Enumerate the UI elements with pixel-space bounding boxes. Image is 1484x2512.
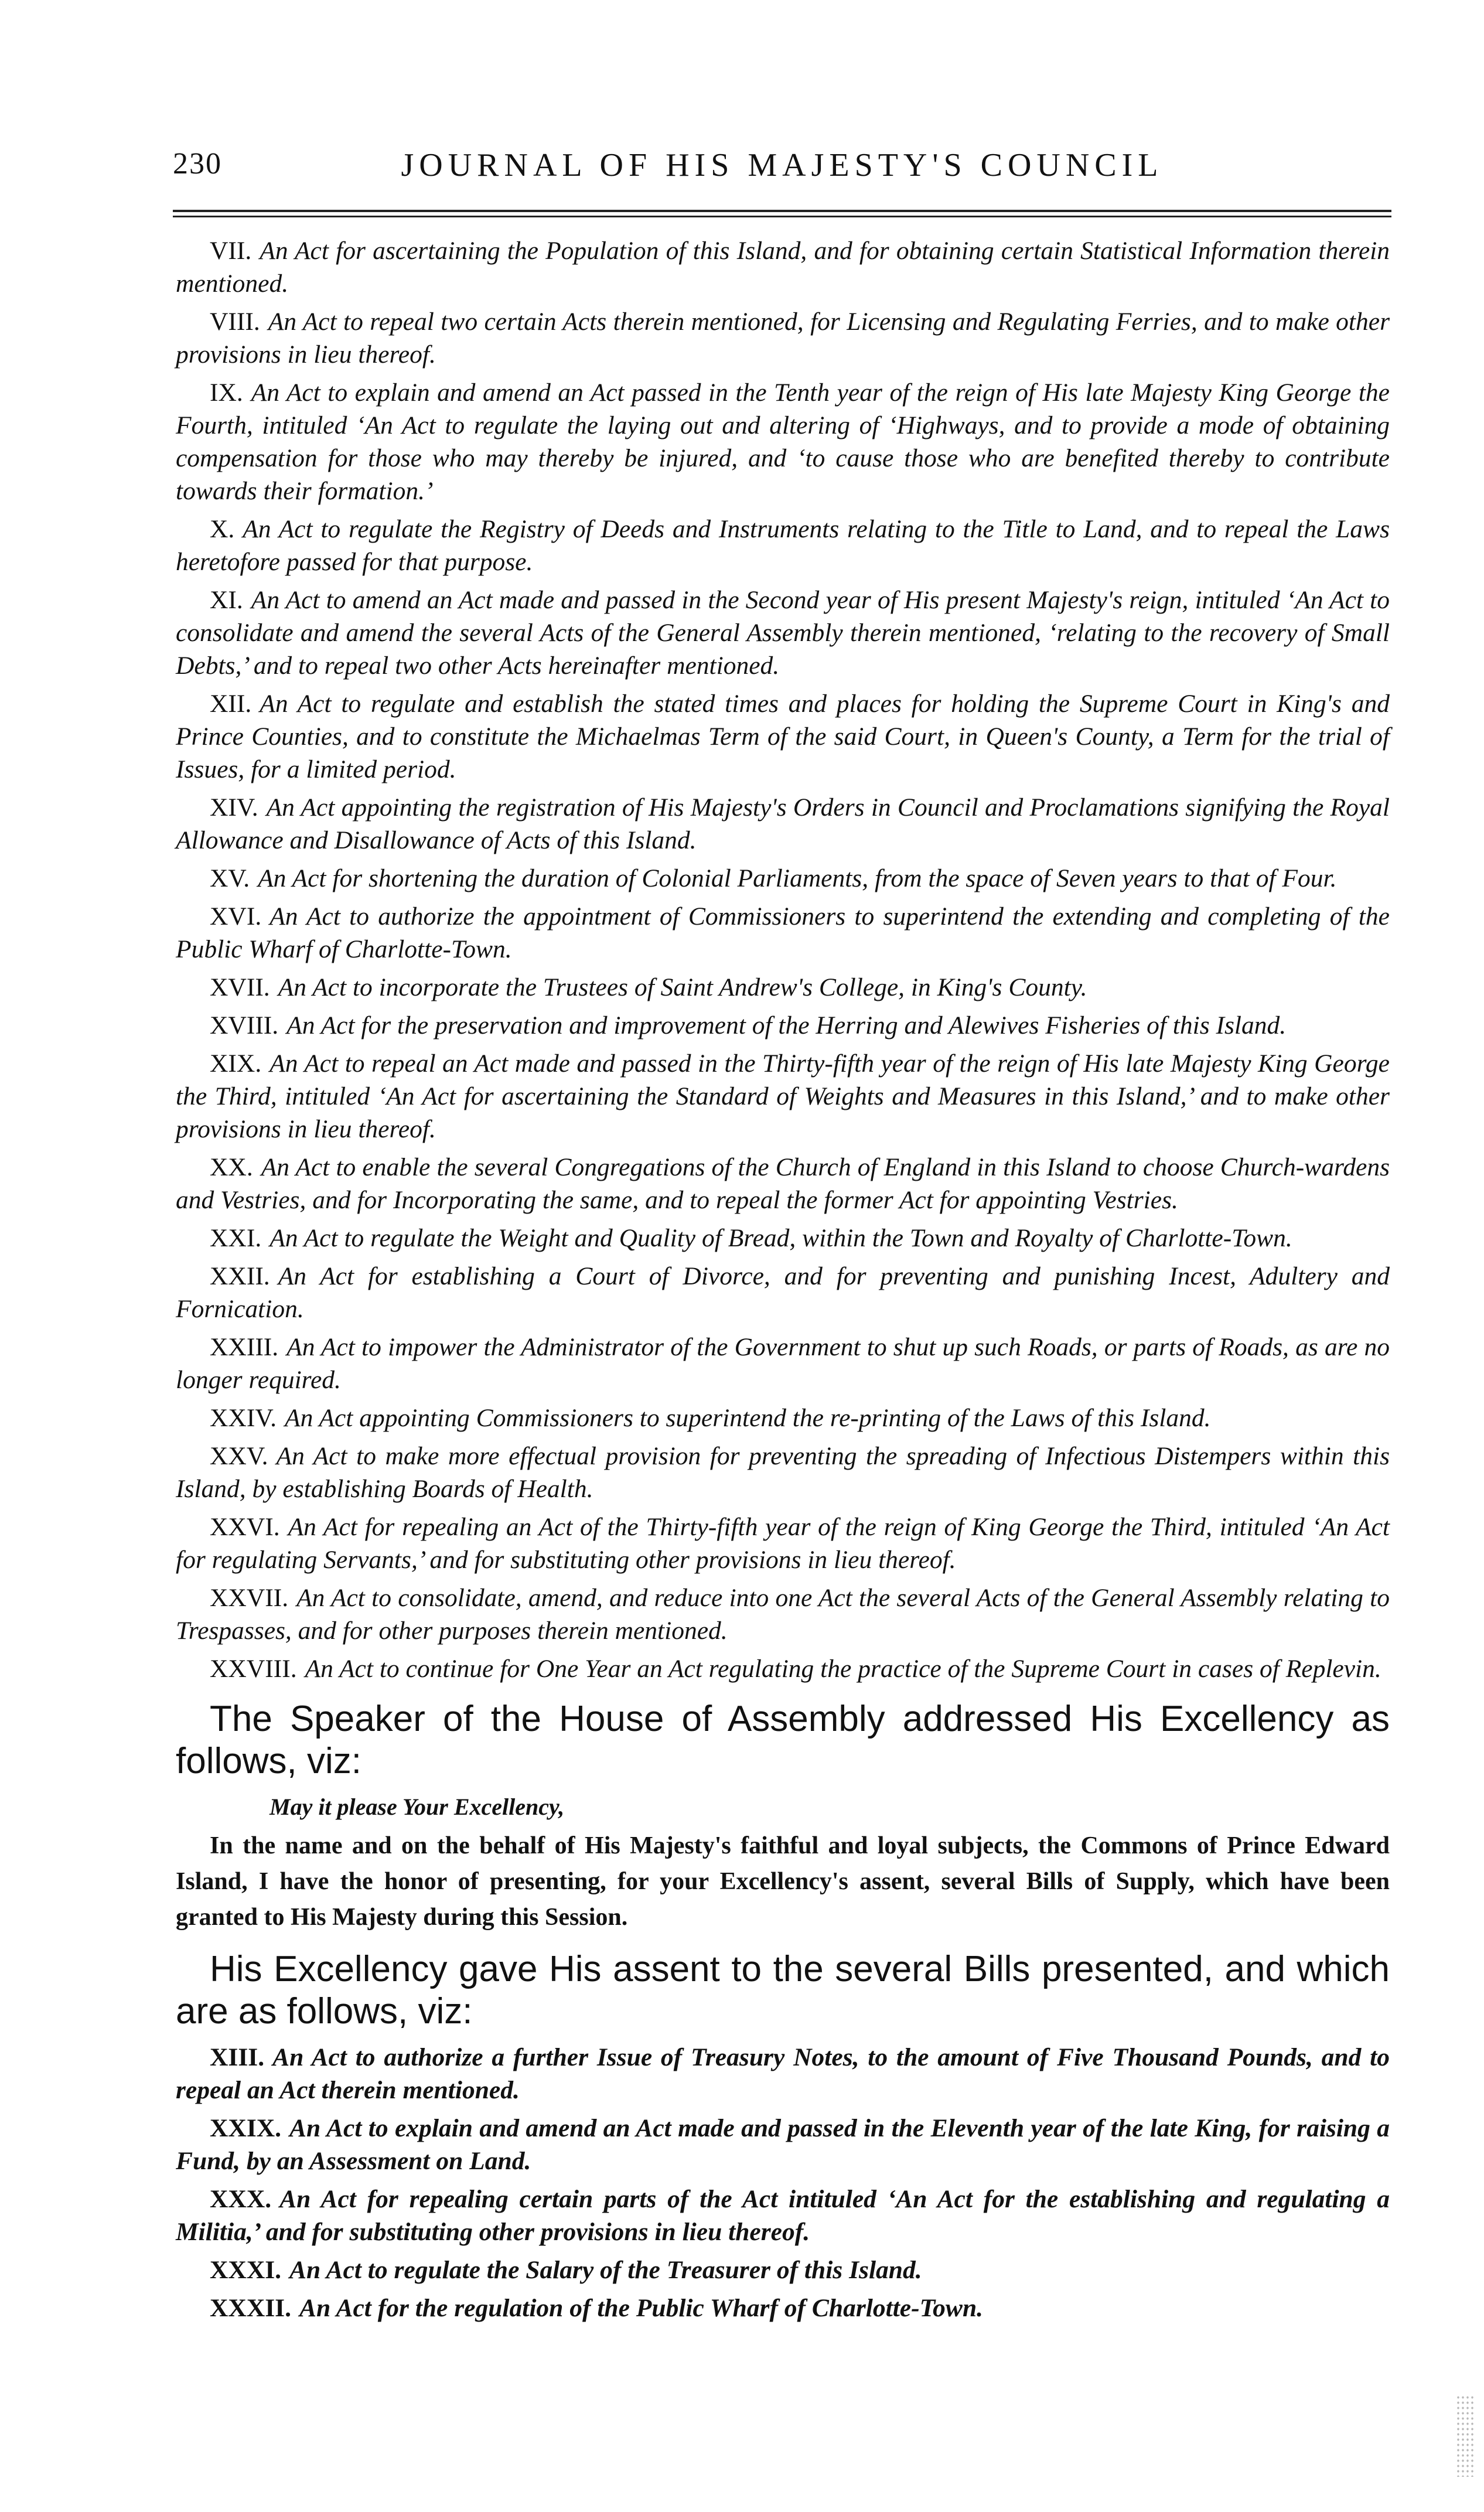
- speaker-address-intro: The Speaker of the House of Assembly addressed His Excellency as follows, viz:: [176, 1699, 1390, 1781]
- acts-list: [176, 234, 1390, 1685]
- act-title: An Act to regulate the Salary of the Treasurer of this Island.: [289, 2256, 922, 2284]
- act-numeral: XXVI.: [210, 1513, 280, 1541]
- act-entry: [176, 513, 1390, 578]
- act-entry: [176, 1222, 1390, 1255]
- act-entry: [176, 1440, 1390, 1505]
- act-entry: [176, 1581, 1390, 1647]
- act-title: An Act to regulate the Weight and Quality of Bread, within the Town and Royalty of Charlotte-Town.: [269, 1224, 1292, 1252]
- page-header: [173, 146, 1391, 193]
- act-title: An Act to explain and amend an Act made and passed in the Eleventh year of the late King, for raising a Fund, by an Assessment on Land.: [176, 2114, 1390, 2175]
- act-title: An Act to authorize a further Issue of Treasury Notes, to the amount of Five Thousand Pounds, and to repeal an Act therein mentioned.: [176, 2043, 1390, 2104]
- act-title: An Act to repeal two certain Acts therein mentioned, for Licensing and Regulating Ferries, and to make other provisions in lieu thereof.: [176, 308, 1390, 369]
- act-entry: [176, 1331, 1390, 1396]
- act-title: An Act appointing the registration of His Majesty's Orders in Council and Proclamations signifying the Royal Allowance and Disallowance of Acts of this Island.: [176, 793, 1390, 854]
- act-numeral: X.: [210, 515, 235, 543]
- act-numeral: XXXII.: [210, 2294, 291, 2322]
- act-entry: [176, 305, 1390, 371]
- act-numeral: XI.: [210, 586, 243, 614]
- act-numeral: XXVIII.: [210, 1655, 297, 1683]
- act-entry: [176, 376, 1390, 507]
- act-entry: [176, 1260, 1390, 1325]
- act-numeral: XXII.: [210, 1262, 270, 1290]
- header-rule-thin: [173, 216, 1391, 217]
- act-title: An Act to regulate and establish the stated times and places for holding the Supreme Court in King's and Prince Counties, and to constitute the Michaelmas Term of the said Court, in Queen's County, a Term for the trial of Issues, for a limited period.: [176, 690, 1390, 783]
- act-numeral: XXX.: [210, 2185, 272, 2213]
- act-numeral: VIII.: [210, 308, 260, 336]
- supply-act-entry: [176, 2183, 1390, 2248]
- act-title: An Act for ascertaining the Population of this Island, and for obtaining certain Statistical Information therein mentioned.: [176, 237, 1390, 298]
- act-numeral: XXVII.: [210, 1584, 289, 1612]
- act-numeral: VII.: [210, 237, 252, 265]
- act-entry: [176, 1511, 1390, 1576]
- act-numeral: XXI.: [210, 1224, 262, 1252]
- act-entry: [176, 1151, 1390, 1216]
- act-entry: [176, 1652, 1390, 1685]
- act-title: An Act to regulate the Registry of Deeds and Instruments relating to the Title to Land, and to repeal the Laws heretofore passed for that purpose.: [176, 515, 1390, 576]
- act-numeral: XXIX.: [210, 2114, 282, 2142]
- act-entry: [176, 687, 1390, 786]
- act-title: An Act to incorporate the Trustees of Saint Andrew's College, in King's County.: [278, 973, 1087, 1001]
- act-numeral: XXXI.: [210, 2256, 282, 2284]
- act-title: An Act for shortening the duration of Colonial Parliaments, from the space of Seven years to that of Four.: [258, 864, 1337, 892]
- act-numeral: XXIII.: [210, 1333, 279, 1361]
- act-numeral: XX.: [210, 1153, 253, 1181]
- act-title: An Act appointing Commissioners to superintend the re-printing of the Laws of this Island.: [285, 1404, 1211, 1432]
- act-title: An Act for establishing a Court of Divorce, and for preventing and punishing Incest, Adultery and Fornication.: [176, 1262, 1390, 1323]
- act-title: An Act to explain and amend an Act passed in the Tenth year of the reign of His late Majesty King George the Fourth, intituled ‘An Act to regulate the laying out and altering of ‘Highways, and to provide a mode of obtaining compensation for those who may thereby be injured, and ‘to cause those who are benefited thereby to contribute towards their formation.’: [176, 379, 1390, 505]
- act-title: An Act for repealing an Act of the Thirty-fifth year of the reign of King George the Third, intituled ‘An Act for regulating Servants,’ and for substituting other provisions in lieu thereof.: [176, 1513, 1390, 1574]
- act-numeral: XXV.: [210, 1442, 268, 1470]
- address-body: In the name and on the behalf of His Majesty's faithful and loyal subjects, the Commons of Prince Edward Island, I have the honor of presenting, for your Excellency's assent, several Bills of Supply, which have been granted to His Majesty during this Session.: [176, 1832, 1390, 1931]
- act-entry: [176, 1047, 1390, 1146]
- act-numeral: XVIII.: [210, 1011, 279, 1039]
- act-entry: [176, 862, 1390, 895]
- act-title: An Act for repealing certain parts of the Act intituled ‘An Act for the establishing and regulating a Militia,’ and for substituting other provisions in lieu thereof.: [176, 2185, 1390, 2246]
- act-numeral: XXIV.: [210, 1404, 277, 1432]
- act-title: An Act to make more effectual provision for preventing the spreading of Infectious Distempers within this Island, by establishing Boards of Health.: [176, 1442, 1390, 1503]
- act-numeral: XIII.: [210, 2043, 265, 2071]
- act-numeral: XVII.: [210, 973, 270, 1001]
- running-title: JOURNAL OF HIS MAJESTY'S COUNCIL: [401, 147, 1164, 183]
- page-body: [176, 234, 1390, 2330]
- scan-artifact: [1456, 2395, 1473, 2477]
- act-title: An Act to amend an Act made and passed in the Second year of His present Majesty's reign, intituled ‘An Act to consolidate and amend the several Acts of the General Assembly therein mentioned, ‘relating to the recovery of Small Debts,’ and to repeal two other Acts hereinafter mentioned.: [176, 586, 1390, 680]
- act-numeral: XII.: [210, 690, 252, 718]
- act-entry: [176, 791, 1390, 857]
- page-number: 230: [173, 147, 222, 180]
- supply-act-entry: [176, 2112, 1390, 2177]
- act-entry: [176, 900, 1390, 966]
- act-title: An Act for the regulation of the Public Wharf of Charlotte-Town.: [299, 2294, 984, 2322]
- act-title: An Act to enable the several Congregations of the Church of England in this Island to choose Church-wardens and Vestries, and for Incorporating the same, and to repeal the former Act for appointing Vestries.: [176, 1153, 1390, 1214]
- act-numeral: XIX.: [210, 1049, 262, 1078]
- act-title: An Act to impower the Administrator of the Government to shut up such Roads, or parts of Roads, as are no longer required.: [176, 1333, 1390, 1394]
- supply-acts-list: [176, 2041, 1390, 2324]
- supply-act-entry: [176, 2041, 1390, 2107]
- act-numeral: IX.: [210, 379, 243, 407]
- act-entry: [176, 234, 1390, 300]
- act-title: An Act for the preservation and improvement of the Herring and Alewives Fisheries of this Island.: [286, 1011, 1287, 1039]
- act-title: An Act to consolidate, amend, and reduce into one Act the several Acts of the General Assembly relating to Trespasses, and for other purposes therein mentioned.: [176, 1584, 1390, 1645]
- act-entry: [176, 584, 1390, 682]
- assent-paragraph: His Excellency gave His assent to the several Bills presented, and which are as follows, viz:: [176, 1949, 1390, 2032]
- act-title: An Act to continue for One Year an Act regulating the practice of the Supreme Court in cases of Replevin.: [305, 1655, 1381, 1683]
- supply-act-entry: [176, 2292, 1390, 2324]
- act-entry: [176, 1009, 1390, 1042]
- act-numeral: XIV.: [210, 793, 258, 822]
- act-entry: [176, 971, 1390, 1004]
- act-title: An Act to repeal an Act made and passed in the Thirty-fifth year of the reign of His late Majesty King George the Third, intituled ‘An Act for ascertaining the Standard of Weights and Measures in this Island,’ and to make other provisions in lieu thereof.: [176, 1049, 1390, 1143]
- act-title: An Act to authorize the appointment of Commissioners to superintend the extending and completing of the Public Wharf of Charlotte-Town.: [176, 902, 1390, 963]
- act-numeral: XV.: [210, 864, 250, 892]
- header-rule: [173, 210, 1391, 212]
- address-salutation: May it please Your Excellency,: [269, 1794, 565, 1820]
- act-numeral: XVI.: [210, 902, 262, 931]
- supply-act-entry: [176, 2254, 1390, 2286]
- act-entry: [176, 1402, 1390, 1434]
